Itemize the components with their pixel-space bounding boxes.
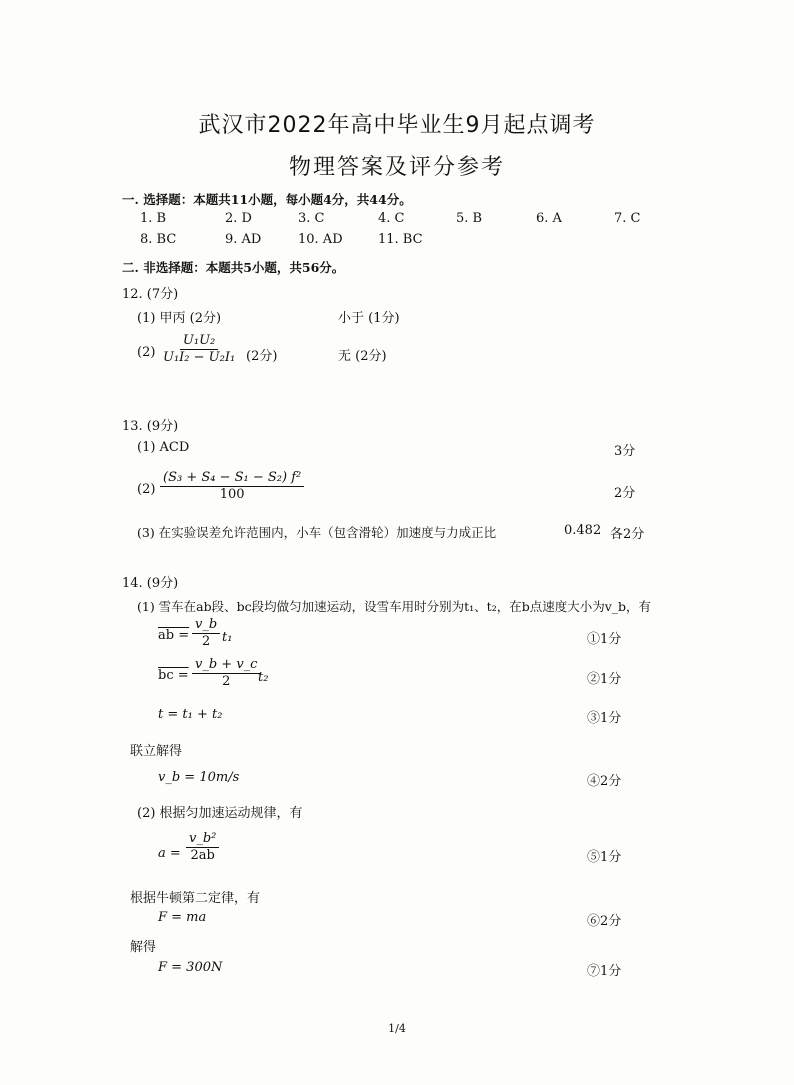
q14-eq7-score: ⑦1分 — [587, 964, 622, 979]
q14-eq3: t = t₁ + t₂ — [158, 707, 223, 722]
q14-eq2-score: ②1分 — [587, 672, 622, 687]
answer-10: 10. AD — [298, 232, 343, 247]
q13-s2-numerator: (S₃ + S₄ − S₁ − S₂) f² — [160, 470, 304, 487]
q14-eq7: F = 300N — [158, 960, 223, 975]
q13-s3-label: (3) 在实验误差允许范围内，小车（包含滑轮）加速度与力成正比 — [137, 525, 497, 540]
q13-s2-label: (2) — [137, 482, 156, 497]
q12-s2-score: (2分) — [246, 349, 278, 364]
q14-eq3-score: ③1分 — [587, 711, 622, 726]
q14-eq2-numerator: v_b + v_c — [192, 657, 260, 674]
title-line2: 物理答案及评分参考 — [288, 155, 505, 180]
answer-7: 7. C — [614, 211, 641, 226]
q14-eq5-fraction — [186, 831, 219, 864]
q12-s2-denominator: U₁I₂ − U₂I₁ — [163, 350, 236, 365]
q13-s1-score: 3分 — [614, 444, 636, 459]
q13-s2-fraction — [160, 470, 304, 503]
q14-s2-intro: (2) 根据匀加速运动规律，有 — [137, 806, 303, 821]
answer-6: 6. A — [536, 211, 562, 226]
q12-s2-numerator: U₁U₂ — [180, 333, 218, 350]
q13-heading: 13. (9分) — [122, 419, 179, 434]
answer-3: 3. C — [298, 211, 325, 226]
answer-2: 2. D — [225, 211, 252, 226]
q14-eq6: F = ma — [158, 910, 207, 925]
q14-eq4-score: ④2分 — [587, 774, 622, 789]
q14-heading: 14. (9分) — [122, 576, 179, 591]
q13-s2-denominator: 100 — [219, 487, 245, 502]
q13-s2-score: 2分 — [614, 486, 636, 501]
q12-s1-label: (1) 甲丙 (2分) — [137, 311, 222, 326]
q14-eq1-fraction — [192, 617, 220, 650]
answer-8: 8. BC — [140, 232, 177, 247]
q13-s3-score: 各2分 — [610, 527, 645, 542]
answer-4: 4. C — [378, 211, 405, 226]
q14-intro: (1) 雪车在ab段、bc段均做匀加速运动，设雪车用时分别为t₁、t₂，在b点速度大小为v_b，有 — [137, 599, 652, 614]
answer-11: 11. BC — [378, 232, 423, 247]
q14-eq5-lhs: a = — [158, 846, 181, 861]
q14-eq2-lhs: bc = — [158, 668, 189, 683]
q14-eq5-denominator: 2ab — [190, 848, 215, 863]
q13-s3-value: 0.482 — [564, 523, 602, 538]
q14-eq4: v_b = 10m/s — [158, 770, 240, 785]
q14-eq1-lhs: ab = — [158, 628, 190, 643]
q14-newton: 根据牛顿第二定律，有 — [130, 891, 261, 906]
q12-s2-label: (2) — [137, 345, 156, 360]
part2-heading: 二. 非选择题：本题共5小题，共56分。 — [122, 260, 345, 275]
part1-heading: 一. 选择题：本题共11小题，每小题4分，共44分。 — [122, 192, 412, 207]
q12-heading: 12. (7分) — [122, 287, 179, 302]
q14-eq5-numerator: v_b² — [186, 831, 219, 848]
q14-eq6-score: ⑥2分 — [587, 914, 622, 929]
q14-eq2-fraction — [192, 657, 260, 690]
q12-s1-right: 小于 (1分) — [338, 311, 400, 326]
q14-eq1-denominator: 2 — [201, 634, 211, 649]
answer-9: 9. AD — [225, 232, 262, 247]
q14-eq1-numerator: v_b — [192, 617, 220, 634]
q13-s1-label: (1) ACD — [137, 440, 190, 455]
q14-eq1-score: ①1分 — [587, 632, 622, 647]
q14-solve2: 解得 — [130, 940, 157, 955]
q14-eq2-tail: t₂ — [258, 670, 269, 685]
q14-eq5-score: ⑤1分 — [587, 850, 622, 865]
answer-1: 1. B — [140, 211, 167, 226]
q14-eq2-denominator: 2 — [222, 674, 231, 689]
q14-eq1-tail: t₁ — [222, 630, 233, 645]
q14-solve1: 联立解得 — [130, 744, 183, 759]
page-number: 1/4 — [388, 1022, 406, 1035]
answer-5: 5. B — [456, 211, 483, 226]
q12-s2-right: 无 (2分) — [338, 349, 387, 364]
q12-s2-fraction — [160, 333, 238, 366]
title-line1: 武汉市2022年高中毕业生9月起点调考 — [198, 113, 596, 138]
